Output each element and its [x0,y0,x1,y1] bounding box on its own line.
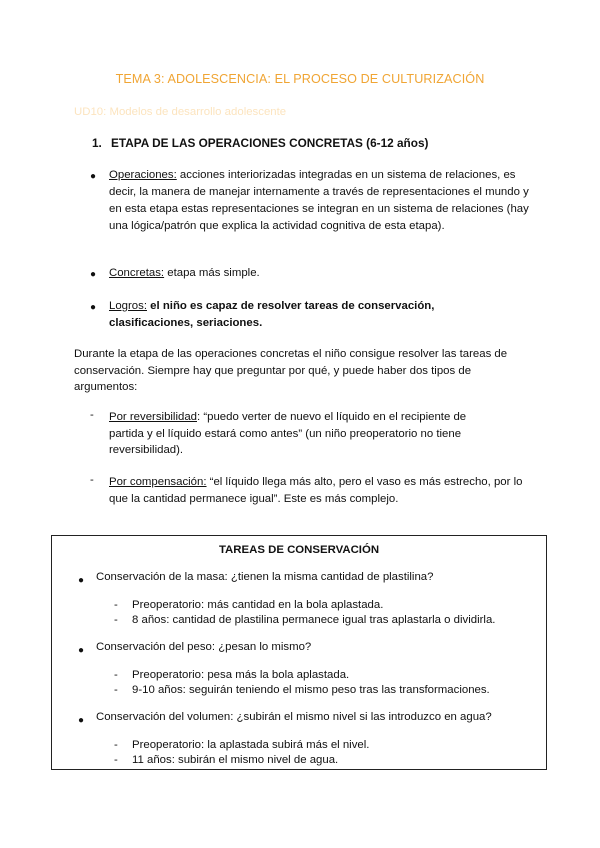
dash-marker: - [114,669,118,681]
dash-marker: - [90,409,94,421]
bullet-text: acciones interiorizadas integradas en un sistema de relaciones, es decir, la manera de manejar internamente a través de representaciones el mundo y en esta etapa estas representaciones se integran en un sistema de relaciones (hay una lógica/patrón que explica la actividad cognitiva de esta etapa). [109,169,529,232]
task-detail: 8 años: cantidad de plastilina permanece igual tras aplastarla o dividirla. [132,614,496,626]
task-detail: Preoperatorio: pesa más la bola aplastada. [132,669,350,681]
bullet-dot-icon: ● [78,645,85,656]
argument-text: “el líquido llega más alto, pero el vaso es más estrecho, por lo que la cantidad permanece igual”. Este es más complejo. [109,476,523,505]
bullet-dot-icon: ● [78,715,85,726]
section-heading-text: ETAPA DE LAS OPERACIONES CONCRETAS (6-12 años) [111,136,429,150]
bullet-dot-icon: ● [90,171,97,182]
argument-text: : “puedo verter de nuevo el líquido en el recipiente de partida y el líquido estará como antes” (un niño preoperatorio no tiene reversibilidad). [109,411,467,456]
section-number: 1. [92,136,102,150]
conservation-tasks-box [51,535,547,770]
body-paragraph: Durante la etapa de las operaciones concretas el niño consigue resolver las tareas de conservación. Siempre hay que preguntar por qué, y puede haber dos tipos de argumentos: [74,348,508,393]
document-title: TEMA 3: ADOLESCENCIA: EL PROCESO DE CULTURIZACIÓN [115,72,485,86]
bullet-dot-icon: ● [90,269,97,280]
dash-marker: - [114,599,118,611]
dash-marker: - [90,474,94,486]
task-title: Conservación de la masa: ¿tienen la misma cantidad de plastilina? [96,571,434,583]
dash-marker: - [114,754,118,766]
argument-term: Por reversibilidad [109,411,197,423]
bullet-dot-icon: ● [90,302,97,313]
bullet-term: Logros: [109,300,147,312]
bullet-term: Concretas: [109,267,165,279]
task-detail: 9-10 años: seguirán teniendo el mismo peso tras las transformaciones. [132,684,490,696]
bullet-dot-icon: ● [78,575,85,586]
bullet-term: Operaciones: [109,169,177,181]
task-detail: 11 años: subirán el mismo nivel de agua. [132,754,339,766]
bullet-text: etapa más simple. [164,267,260,279]
argument-term: Por compensación: [109,476,207,488]
task-title: Conservación del peso: ¿pesan lo mismo? [96,641,312,653]
dash-marker: - [114,684,118,696]
dash-marker: - [114,614,118,626]
task-title: Conservación del volumen: ¿subirán el mismo nivel si las introduzco en agua? [96,711,492,723]
document-subtitle: UD10: Modelos de desarrollo adolescente [74,106,287,118]
task-detail: Preoperatorio: la aplastada subirá más el nivel. [132,739,370,751]
bullet-text: el niño es capaz de resolver tareas de conservación, clasificaciones, seriaciones. [109,300,435,329]
task-detail: Preoperatorio: más cantidad en la bola aplastada. [132,599,384,611]
box-title: TAREAS DE CONSERVACIÓN [218,544,380,556]
section-heading [92,136,428,150]
dash-marker: - [114,739,118,751]
